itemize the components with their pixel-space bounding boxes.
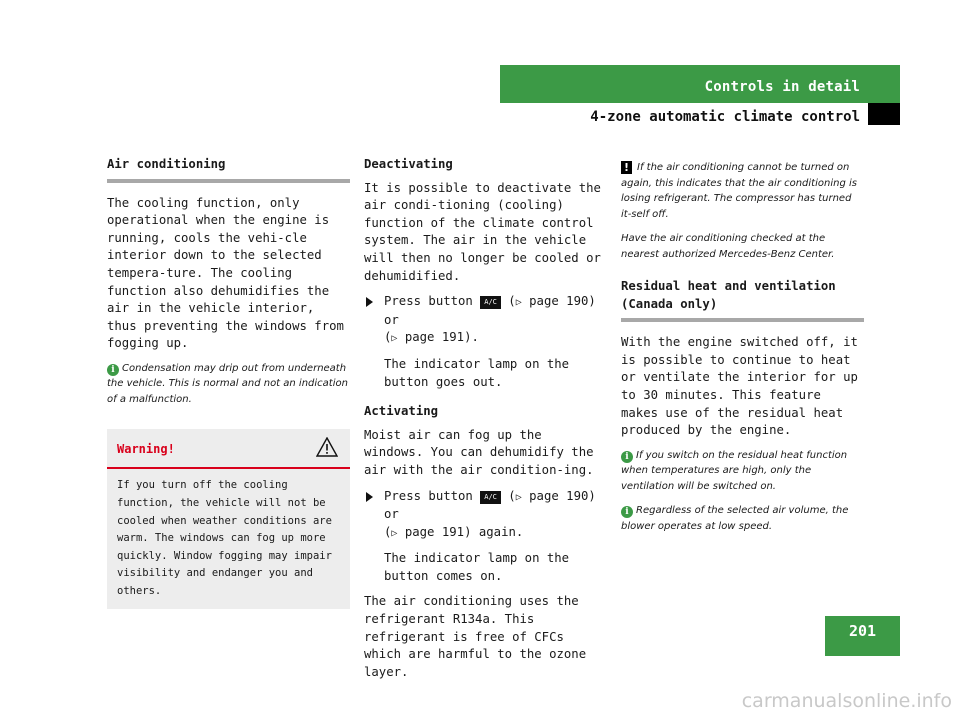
reference-arrow-icon: ▷ xyxy=(391,333,398,345)
heading-rule xyxy=(621,318,864,322)
warning-box xyxy=(107,429,350,608)
page-ref-link[interactable]: page 191). xyxy=(404,330,479,345)
residual-heat-heading: Residual heat and ventilation (Canada only) xyxy=(621,279,836,311)
watermark: carmanualsonline.info xyxy=(741,690,952,712)
info-icon: i xyxy=(621,506,633,518)
warning-triangle-icon xyxy=(316,437,338,463)
info-icon: i xyxy=(621,451,633,463)
condensation-note: i Condensation may drip out from underneath the vehicle. This is normal and not an indication of a malfunction. xyxy=(107,362,348,405)
column-3 xyxy=(621,160,864,543)
reference-arrow-icon: ▷ xyxy=(515,491,522,503)
section-title: Controls in detail xyxy=(704,79,860,95)
header-band xyxy=(500,65,900,103)
page-ref-link[interactable]: page 190) or xyxy=(384,488,596,522)
service-note: Have the air conditioning checked at the nearest authorized Mercedes-Benz Center. xyxy=(621,233,835,260)
subsection-title: 4-zone automatic climate control xyxy=(590,109,860,125)
bullet-arrow-icon xyxy=(366,492,373,502)
activating-heading: Activating xyxy=(364,404,439,419)
ac-button-icon: A/C xyxy=(480,296,501,309)
reference-arrow-icon: ▷ xyxy=(391,527,398,539)
refrigerant-warning-note: ! If the air conditioning cannot be turned on again, this indicates that the air conditioning is losing refrigerant. The compressor has turned it-self off. xyxy=(621,161,857,220)
air-conditioning-heading: Air conditioning xyxy=(107,157,226,171)
column-2 xyxy=(364,156,607,689)
page-ref-link[interactable]: page 190) or xyxy=(384,294,596,327)
bullet-arrow-icon xyxy=(366,297,373,307)
activating-paragraph: Moist air can fog up the windows. You can dehumidify the air with the air condition-ing. xyxy=(364,427,594,477)
page-ref-link[interactable]: page 191) again. xyxy=(404,524,524,539)
deactivating-heading: Deactivating xyxy=(364,157,453,171)
deactivate-step: Press button A/C (▷ page 190) or (▷ page 191). xyxy=(364,293,607,348)
air-conditioning-paragraph: The cooling function, only operational when the engine is running, cools the vehi-cle interior down to the selected tempera-ture. The cooling function also dehumidifies the air in the vehicle interior, thus preventing the windows from fogging up. xyxy=(107,195,344,351)
deactivate-result: The indicator lamp on the button goes out. xyxy=(384,356,570,389)
blower-note: i Regardless of the selected air volume, the blower operates at low speed. xyxy=(621,505,849,532)
heading-rule xyxy=(107,179,350,183)
warning-text: If you turn off the cooling function, the vehicle will not be cooled when weather conditions are warm. The windows can fog up more quickly. Window fogging may impair visibility and endanger you and others. xyxy=(117,479,332,597)
residual-heat-paragraph: With the engine switched off, it is possible to continue to heat or ventilate the interior for up to 30 minutes. This feature makes use of the residual heat produced by the engine. xyxy=(621,335,858,438)
residual-heat-note: i If you switch on the residual heat function when temperatures are high, only the ventilation will be switched on. xyxy=(621,449,848,492)
activate-result: The indicator lamp on the button comes on. xyxy=(384,551,570,583)
header-marker xyxy=(868,103,900,125)
info-icon: i xyxy=(107,364,119,376)
deactivating-paragraph: It is possible to deactivate the air condi-tioning (cooling) function of the climate control system. The air in the vehicle will then no longer be cooled or dehumidified. xyxy=(364,180,601,283)
reference-arrow-icon: ▷ xyxy=(515,297,522,309)
refrigerant-paragraph: The air conditioning uses the refrigerant R134a. This refrigerant is free of CFCs which are harmful to the ozone layer. xyxy=(364,594,587,679)
exclamation-icon: ! xyxy=(621,161,632,174)
warning-title: Warning! xyxy=(117,442,175,457)
activate-step: Press button A/C (▷ page 190) or (▷ page 191) again. xyxy=(364,488,607,543)
column-1 xyxy=(107,156,350,609)
ac-button-icon: A/C xyxy=(480,491,501,504)
page-number: 201 xyxy=(825,616,900,656)
warning-header xyxy=(107,429,350,469)
